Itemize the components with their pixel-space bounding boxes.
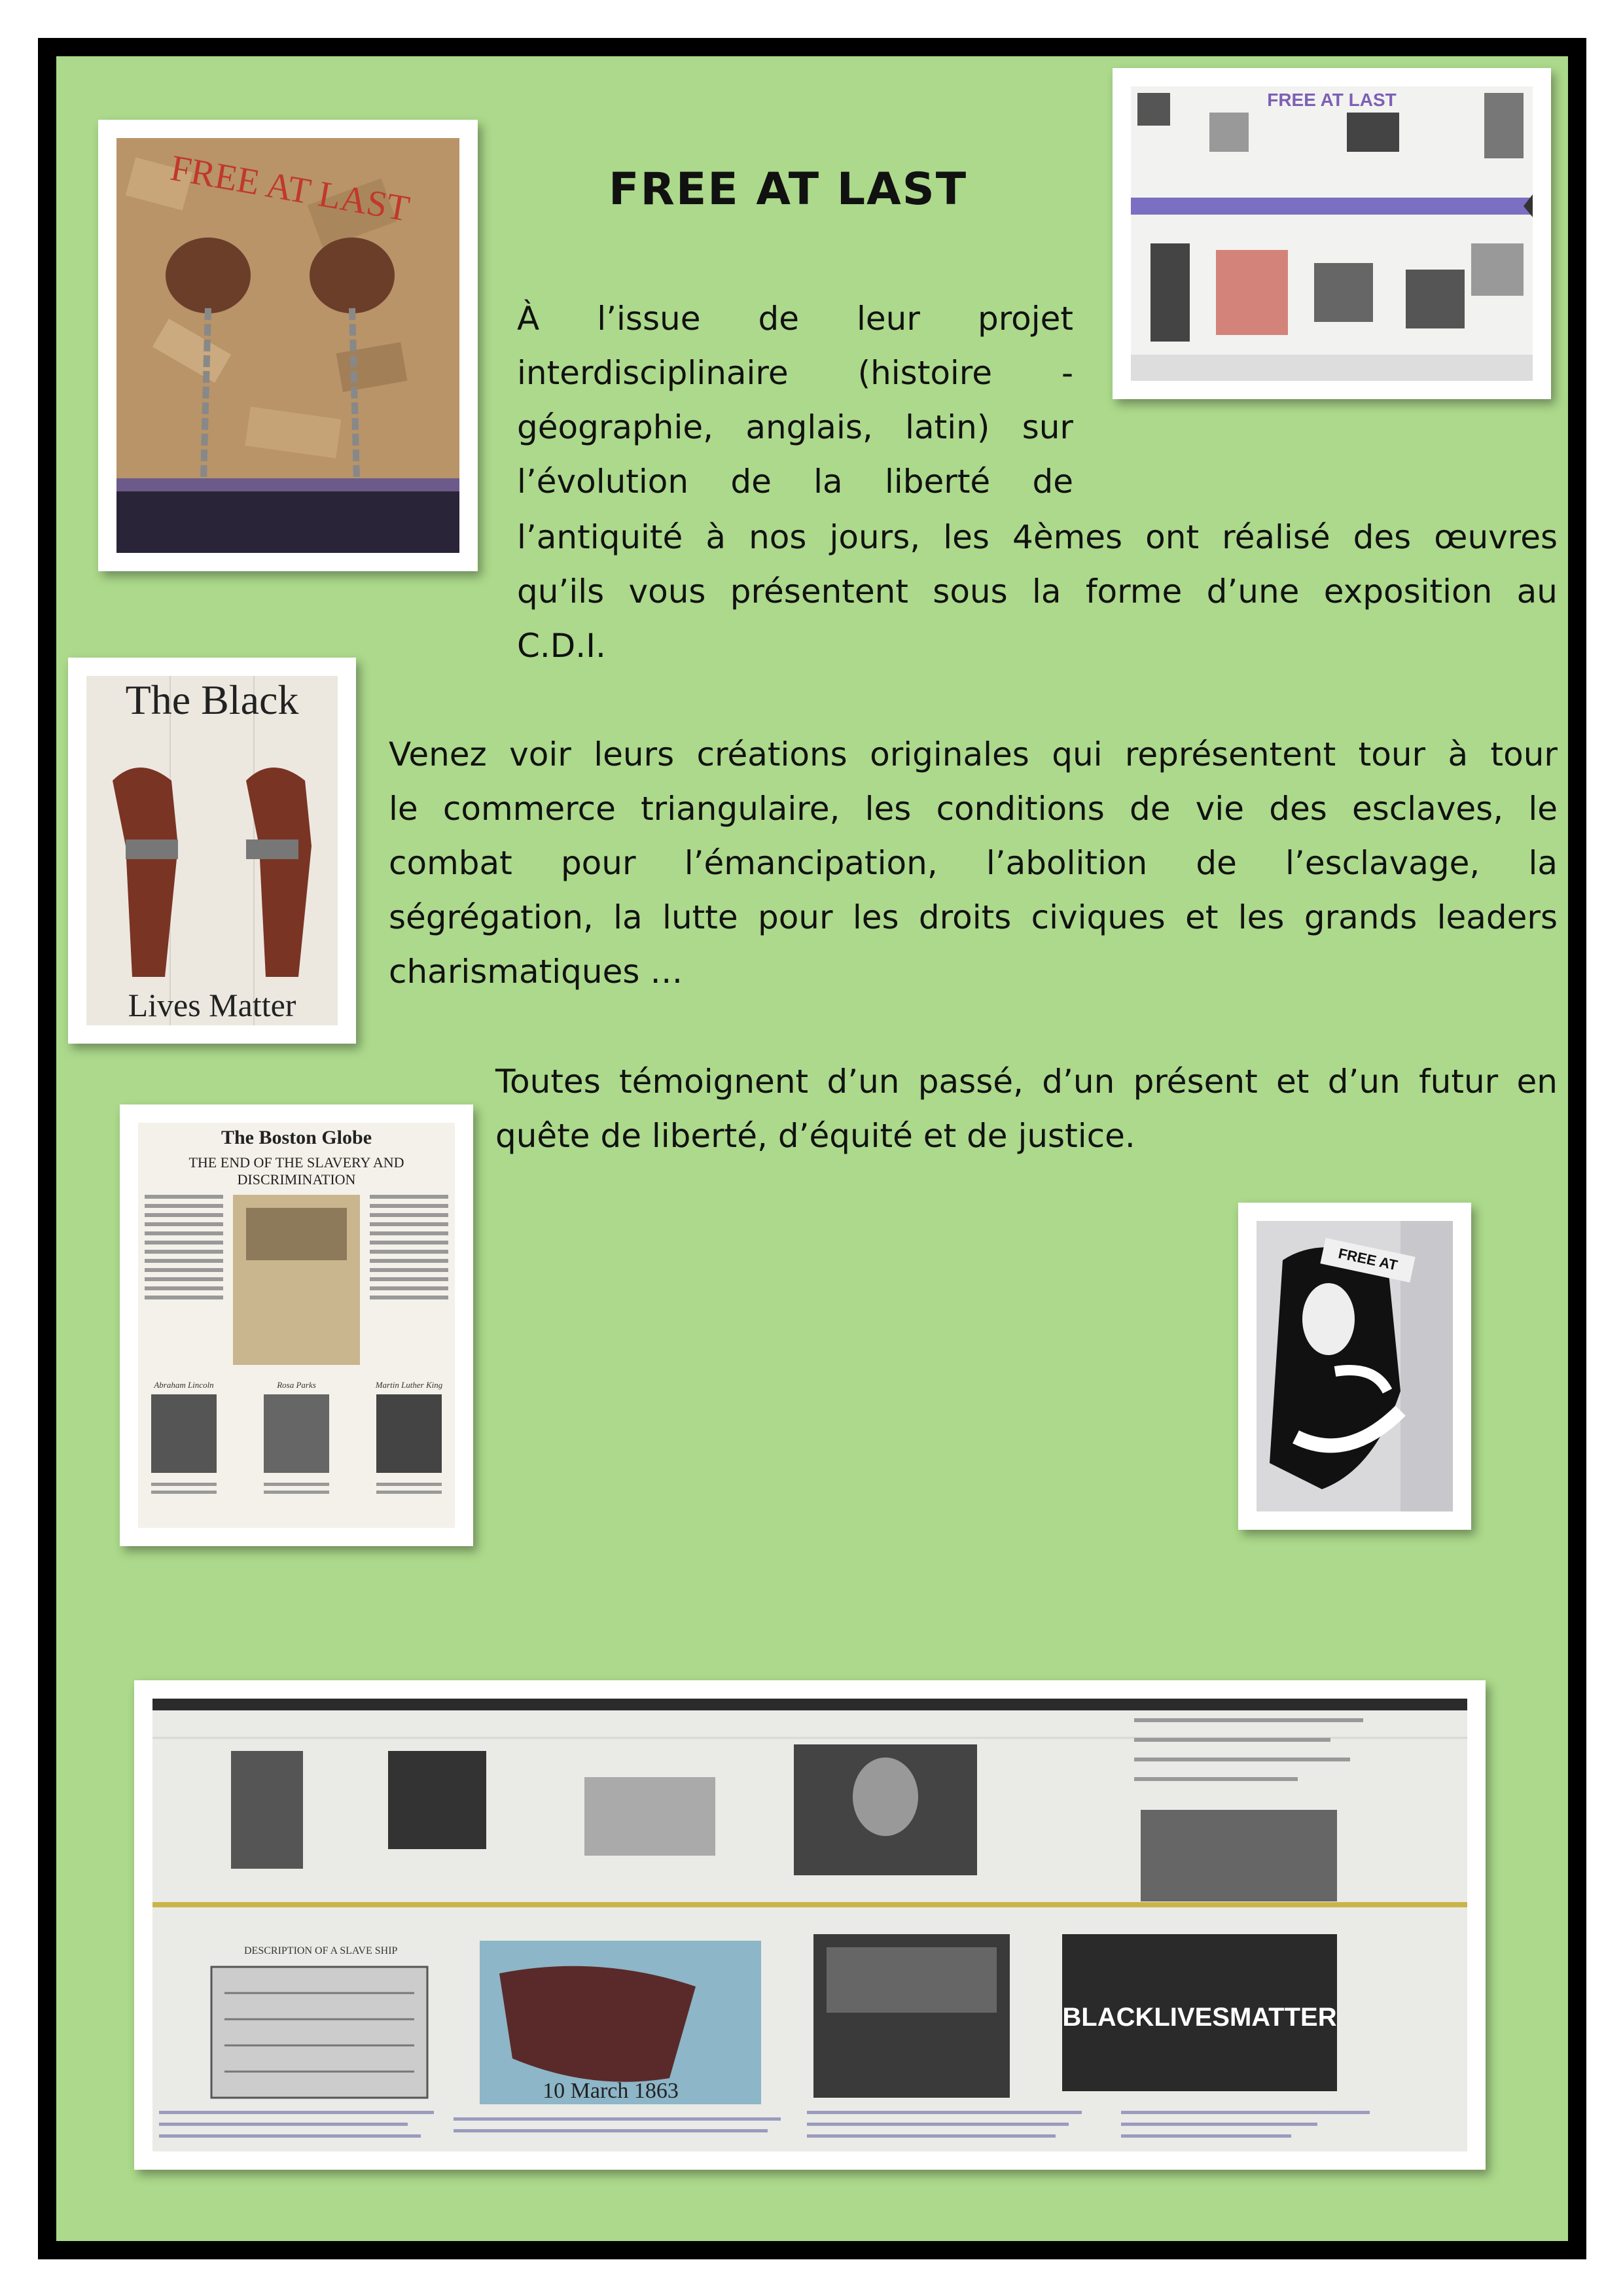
p3-line: Toutes témoignent d’un passé, d’un présent et d’un futur en — [495, 1063, 1558, 1101]
intro-line: l’évolution de la liberté de — [517, 463, 1073, 501]
timeline-poster-title: FREE AT LAST — [1267, 90, 1397, 110]
intro-paragraph-part1 — [517, 292, 1073, 509]
photo-boston-globe — [120, 1104, 473, 1546]
long-timeline-ship-text: DESCRIPTION OF A SLAVE SHIP — [244, 1945, 398, 1956]
boston-globe-image — [138, 1123, 455, 1528]
black-lives-poster-image — [86, 676, 338, 1025]
paragraph-3 — [495, 1055, 1558, 1163]
photo-long-timeline — [134, 1680, 1486, 2170]
page-title: FREE AT LAST — [609, 164, 968, 215]
shoe-image — [1257, 1221, 1453, 1511]
intro-line: géographie, anglais, latin) sur — [517, 408, 1073, 446]
black-lives-top-text: The Black — [125, 677, 299, 723]
black-lives-bottom-text: Lives Matter — [128, 987, 296, 1023]
timeline-poster-image — [1131, 86, 1533, 381]
intro-line: l’antiquité à nos jours, les 4èmes ont réalisé des œuvres — [517, 518, 1558, 556]
svg-text:DISCRIMINATION: DISCRIMINATION — [237, 1171, 356, 1188]
svg-text:THE END OF THE SLAVERY AND: THE END OF THE SLAVERY AND — [188, 1154, 404, 1171]
intro-line: qu’ils vous présentent sous la forme d’une exposition au — [517, 573, 1558, 610]
long-timeline-banner: BLACKLIVESMATTER — [1062, 2003, 1337, 2032]
boston-globe-masthead: The Boston Globe — [221, 1127, 372, 1148]
intro-line: À l’issue de leur projet — [517, 300, 1073, 338]
long-timeline-date: 10 March 1863 — [543, 2079, 679, 2103]
intro-line: interdisciplinaire (histoire - — [517, 354, 1073, 392]
photo-fists-board — [98, 120, 478, 571]
photo-black-lives-poster — [68, 658, 356, 1044]
portrait-label: Rosa Parks — [277, 1380, 316, 1390]
long-timeline-image — [152, 1699, 1467, 2151]
intro-line: C.D.I. — [517, 627, 606, 665]
paragraph-2 — [389, 728, 1558, 999]
p2-line: Venez voir leurs créations originales qui représentent tour à tour — [389, 735, 1558, 773]
fists-board-image — [116, 138, 459, 553]
p2-line: combat pour l’émancipation, l’abolition de l’esclavage, la — [389, 844, 1558, 882]
p2-line: charismatiques … — [389, 953, 683, 991]
p3-line: quête de liberté, d’équité et de justice. — [495, 1117, 1135, 1155]
portrait-label: Martin Luther King — [375, 1380, 443, 1390]
p2-line: ségrégation, la lutte pour les droits civiques et les grands leaders — [389, 898, 1558, 936]
photo-shoe — [1238, 1203, 1471, 1530]
p2-line: le commerce triangulaire, les conditions de vie des esclaves, le — [389, 790, 1558, 828]
shoe-text: FREE AT — [1336, 1245, 1399, 1274]
photo-timeline-poster — [1113, 68, 1551, 399]
fists-board-text: FREE AT LAST — [167, 147, 413, 230]
portrait-label: Abraham Lincoln — [154, 1380, 214, 1390]
intro-paragraph-part2 — [517, 510, 1558, 673]
